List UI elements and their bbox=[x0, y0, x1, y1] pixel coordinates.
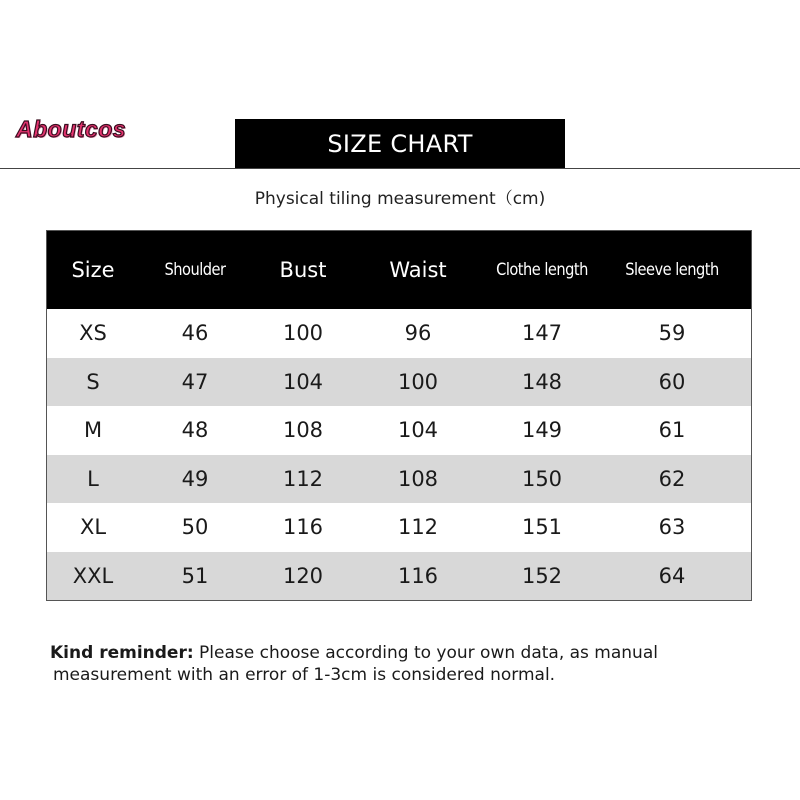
cell-sleeve-length: 60 bbox=[658, 369, 686, 394]
table-row bbox=[47, 358, 751, 407]
size-table bbox=[46, 230, 752, 601]
cell-waist: 96 bbox=[404, 321, 432, 346]
cell-sleeve-length: 64 bbox=[658, 563, 686, 588]
cell-sleeve-length: 63 bbox=[658, 515, 686, 540]
reminder-label: Kind reminder: bbox=[50, 643, 194, 663]
measurement-subtitle: Physical tiling measurement（cm) bbox=[254, 189, 546, 209]
header-size: Size bbox=[71, 258, 115, 282]
cell-waist: 104 bbox=[397, 418, 439, 443]
header-divider bbox=[0, 168, 800, 169]
cell-shoulder: 50 bbox=[181, 515, 209, 540]
cell-clothe-length: 147 bbox=[521, 321, 563, 346]
table-row bbox=[47, 552, 751, 601]
table-row bbox=[47, 406, 751, 455]
cell-size: XL bbox=[79, 515, 107, 540]
cell-size: S bbox=[86, 369, 100, 394]
cell-shoulder: 48 bbox=[181, 418, 209, 443]
cell-bust: 116 bbox=[282, 515, 324, 540]
brand-logo: Aboutcos bbox=[16, 116, 127, 142]
table-row bbox=[47, 455, 751, 504]
cell-clothe-length: 152 bbox=[521, 563, 563, 588]
cell-bust: 112 bbox=[282, 466, 324, 491]
reminder-line1: Please choose according to your own data, as manual bbox=[193, 643, 658, 663]
cell-sleeve-length: 61 bbox=[658, 418, 686, 443]
cell-clothe-length: 150 bbox=[521, 466, 563, 491]
header-shoulder: Shoulder bbox=[164, 260, 226, 280]
table-header-row bbox=[47, 231, 751, 309]
header-bust: Bust bbox=[279, 258, 327, 282]
cell-size: XXL bbox=[72, 563, 114, 588]
kind-reminder bbox=[50, 642, 770, 686]
cell-shoulder: 49 bbox=[181, 466, 209, 491]
header-sleeve-length: Sleeve length bbox=[625, 260, 719, 280]
cell-clothe-length: 151 bbox=[521, 515, 563, 540]
cell-shoulder: 47 bbox=[181, 369, 209, 394]
table-row bbox=[47, 309, 751, 358]
cell-shoulder: 51 bbox=[181, 563, 209, 588]
header-waist: Waist bbox=[389, 258, 447, 282]
cell-clothe-length: 149 bbox=[521, 418, 563, 443]
cell-bust: 104 bbox=[282, 369, 324, 394]
size-chart-title bbox=[235, 119, 565, 169]
cell-shoulder: 46 bbox=[181, 321, 209, 346]
cell-waist: 112 bbox=[397, 515, 439, 540]
reminder-line2: measurement with an error of 1-3cm is considered normal. bbox=[53, 665, 556, 685]
cell-size: M bbox=[83, 418, 103, 443]
cell-clothe-length: 148 bbox=[521, 369, 563, 394]
title-text: SIZE CHART bbox=[327, 130, 473, 158]
cell-bust: 120 bbox=[282, 563, 324, 588]
cell-size: L bbox=[87, 466, 99, 491]
cell-waist: 100 bbox=[397, 369, 439, 394]
cell-bust: 100 bbox=[282, 321, 324, 346]
table-row bbox=[47, 503, 751, 552]
cell-size: XS bbox=[79, 321, 107, 346]
cell-sleeve-length: 59 bbox=[658, 321, 686, 346]
header-clothe-length: Clothe length bbox=[496, 260, 588, 280]
cell-waist: 108 bbox=[397, 466, 439, 491]
cell-bust: 108 bbox=[282, 418, 324, 443]
cell-waist: 116 bbox=[397, 563, 439, 588]
cell-sleeve-length: 62 bbox=[658, 466, 686, 491]
